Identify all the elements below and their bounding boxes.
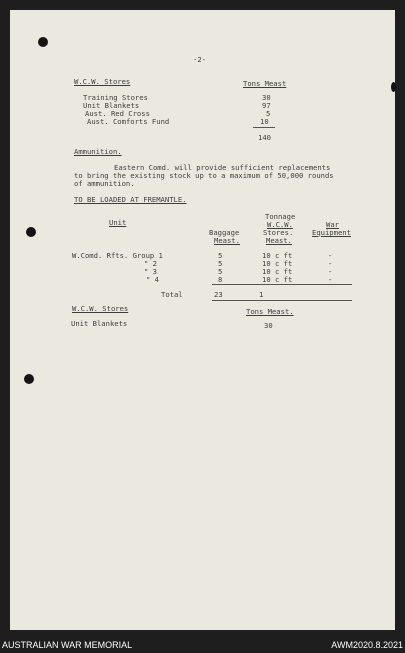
footer-bar [0, 637, 405, 653]
baggage-header: Baggage [209, 228, 240, 237]
second-wcw-header-left: W.C.W. Stores [72, 304, 129, 313]
footer-credit: AUSTRALIAN WAR MEMORIAL [2, 640, 133, 650]
table-row-stores: 10 c ft [262, 267, 293, 276]
wcw-sum-rule [253, 127, 275, 128]
footer-reference: AWM2020.8.2021 [331, 640, 403, 650]
wcw-total: 140 [258, 133, 271, 142]
second-wcw-item-label: Unit Blankets [71, 319, 128, 328]
tonnage-header: Tonnage [265, 212, 296, 221]
unit-header: Unit [109, 218, 127, 227]
table-total-baggage: 23 [214, 290, 223, 299]
table-row-baggage: 8 [218, 275, 223, 284]
table-total-label: Total [161, 290, 183, 299]
wcw-item-label: Training Stores [83, 93, 148, 102]
war-header: War [326, 220, 339, 229]
fremantle-heading: TO BE LOADED AT FREMANTLE. [74, 195, 187, 204]
punch-hole-right [391, 82, 396, 92]
table-row-unit: " 3 [144, 267, 157, 276]
table-row-stores: 10 c ft [262, 259, 293, 268]
wcw-item-label: Aust. Comforts Fund [87, 117, 170, 126]
table-row-war: - [328, 267, 333, 276]
stores-header: Meast. [266, 236, 292, 245]
stores-header: W.C.W. [267, 220, 293, 229]
table-sum-rule [212, 284, 352, 285]
table-row-unit: W.Comd. Rfts. Group 1 [72, 251, 163, 260]
table-row-stores: 10 c ft [262, 251, 293, 260]
document-page [10, 10, 395, 630]
ammunition-line: to bring the existing stock up to a maximum of 50,000 rounds [74, 171, 334, 180]
punch-hole-top [38, 37, 48, 47]
table-row-baggage: 5 [218, 259, 223, 268]
table-row-stores: 10 c ft [262, 275, 293, 284]
wcw-item-value: 5 [266, 109, 271, 118]
table-total-stores: 1 [259, 290, 264, 299]
table-row-unit: " 4 [146, 275, 159, 284]
ammunition-line: of ammunition. [74, 179, 135, 188]
wcw-item-value: 97 [262, 101, 271, 110]
wcw-item-value: 10 [260, 117, 269, 126]
wcw-header-right: Tons Meast [243, 79, 287, 88]
second-wcw-item-value: 30 [264, 321, 273, 330]
wcw-item-label: Aust. Red Cross [85, 109, 150, 118]
war-header: Equipment [312, 228, 351, 237]
table-row-war: - [328, 275, 333, 284]
punch-hole-middle [26, 227, 36, 237]
second-wcw-header-right: Tons Meast. [246, 307, 294, 316]
punch-hole-bottom [24, 374, 34, 384]
wcw-header-left: W.C.W. Stores [74, 77, 131, 86]
wcw-item-label: Unit Blankets [83, 101, 140, 110]
table-row-baggage: 5 [218, 267, 223, 276]
table-row-war: - [328, 259, 333, 268]
table-row-war: - [328, 251, 333, 260]
ammunition-heading: Ammunition. [74, 147, 122, 156]
ammunition-line: Eastern Comd. will provide sufficient replacements [114, 163, 331, 172]
page-number: -2- [193, 55, 206, 64]
wcw-item-value: 30 [262, 93, 271, 102]
table-total-rule [212, 300, 352, 301]
table-row-unit: " 2 [144, 259, 157, 268]
baggage-header: Meast. [214, 236, 240, 245]
table-row-baggage: 5 [218, 251, 223, 260]
stores-header: Stores. [263, 228, 294, 237]
